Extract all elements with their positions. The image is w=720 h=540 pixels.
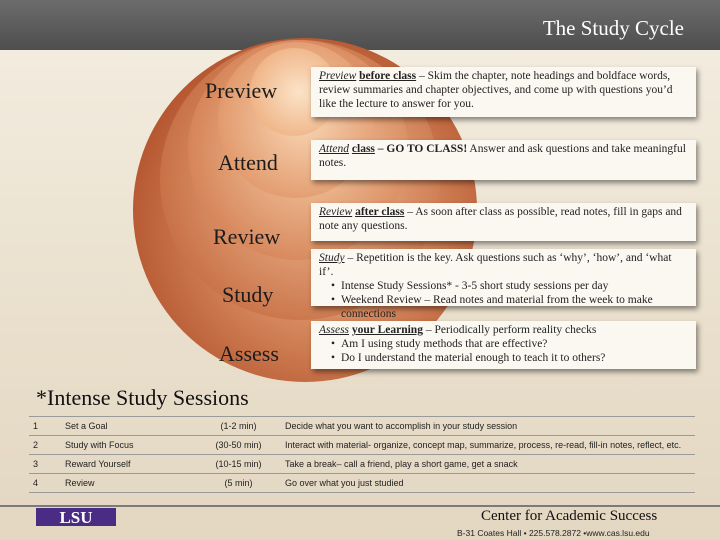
assess-bullet-list [319, 337, 688, 365]
center-name: Center for Academic Success [481, 508, 658, 524]
attend-description: Attend class – GO TO CLASS! Answer and ask questions and take meaningful notes. [311, 140, 696, 180]
table-row: 1 Set a Goal (1-2 min) Decide what you want to accomplish in your study session [29, 417, 695, 436]
assess-bullet: • Do I understand the material enough to teach it to others? [341, 351, 688, 365]
footer-divider [0, 505, 720, 507]
table-row: 4 Review (5 min) Go over what you just studied [29, 474, 695, 493]
slide-title: The Study Cycle [542, 16, 684, 40]
intense-sessions-table [29, 416, 695, 493]
lsu-logo [36, 508, 116, 526]
assess-description: Assess your Learning – Periodically perform reality checks • Am I using study methods that are effective? • Do I understand the material enough to teach it to others? [311, 321, 696, 369]
table-row: 3 Reward Yourself (10-15 min) Take a break– call a friend, play a short game, get a snack [29, 455, 695, 474]
preview-description: Preview before class – Skim the chapter, note headings and boldface words, review summaries and chapter objectives, and come up with questions you’d like the lecture to answer for you. [311, 67, 696, 117]
study-bullet-list [319, 279, 688, 321]
study-bullet: • Intense Study Sessions* - 3-5 short study sessions per day [341, 279, 688, 293]
study-bullet: • Weekend Review – Read notes and material from the week to make connections [341, 293, 688, 321]
assess-bullet: • Am I using study methods that are effective? [341, 337, 688, 351]
cycle-label-preview: Preview [205, 78, 278, 103]
cycle-label-review: Review [213, 224, 281, 249]
center-address: B-31 Coates Hall • 225.578.2872 •www.cas.lsu.edu [457, 528, 650, 538]
study-description: Study – Repetition is the key. Ask questions such as ‘why’, ‘how’, and ‘what if’. • Intense Study Sessions* - 3-5 short study sessions per day • Weekend Review – Read notes and material from the week to make connections [311, 249, 696, 306]
cycle-label-attend: Attend [218, 150, 278, 175]
cycle-label-assess: Assess [219, 341, 279, 366]
svg-text:LSU: LSU [59, 508, 93, 526]
cycle-label-study: Study [222, 282, 274, 307]
review-description: Review after class – As soon after class as possible, read notes, fill in gaps and note any questions. [311, 203, 696, 241]
intense-sessions-heading: *Intense Study Sessions [36, 385, 249, 410]
table-row: 2 Study with Focus (30-50 min) Interact with material- organize, concept map, summarize, process, re-read, fill-in notes, reflect, etc. [29, 436, 695, 455]
